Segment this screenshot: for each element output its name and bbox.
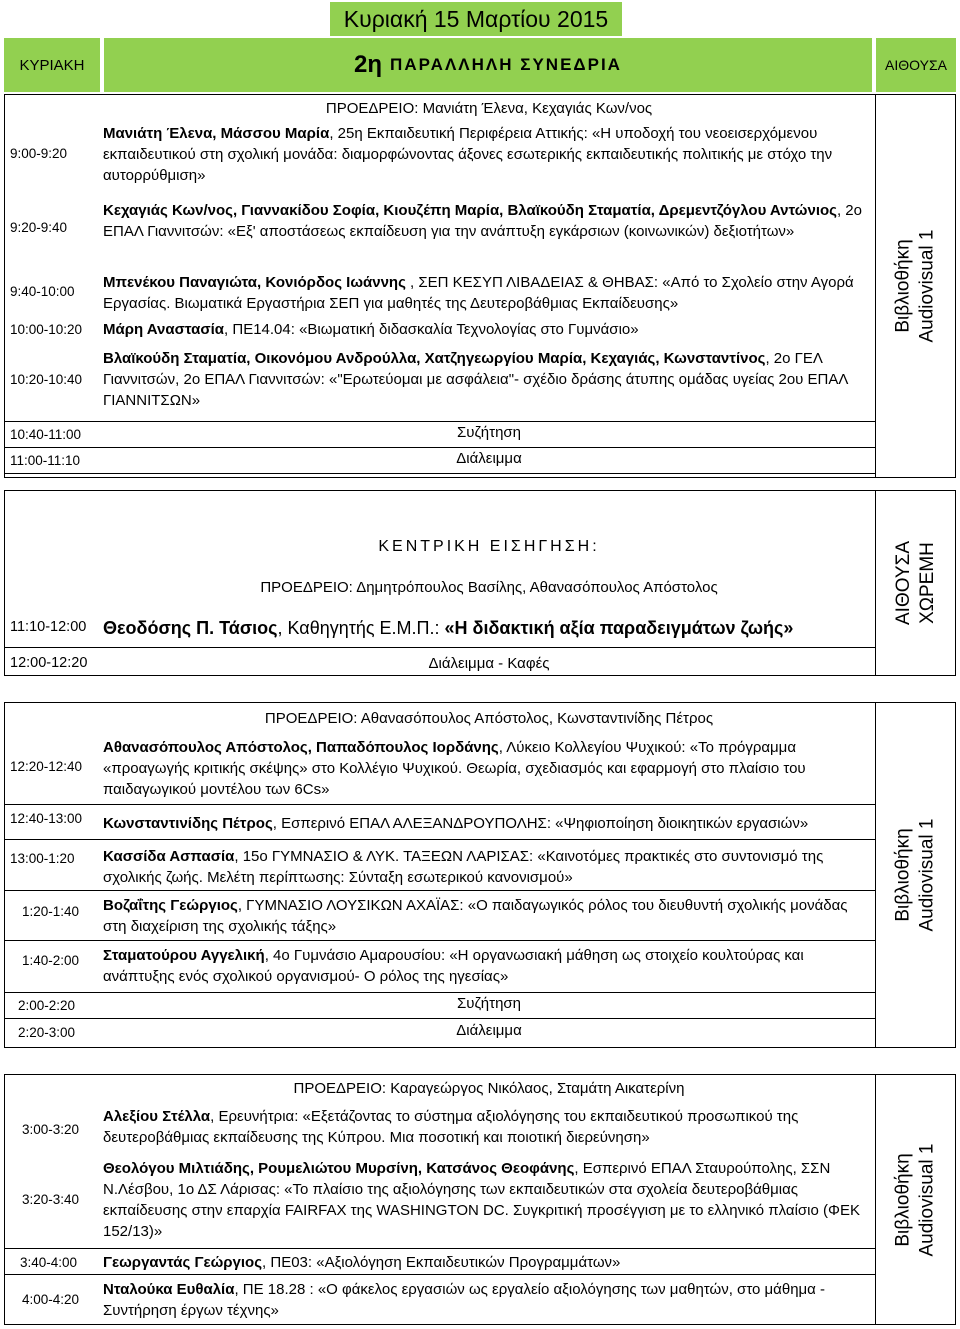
talk-entry: Αθανασόπουλος Απόστολος, Παπαδόπουλος Ιορδάνης, Λύκειο Κολλεγίου Ψυχικού: «Το πρόγραμμα «προαγωγής κριτικής σκέψης» στο Κολλέγιο Ψυχικού. Θεωρία, σχεδιασμός και εφαρμογή στο πλαίσιο του παιδαγωγικού μοντέλου των 6Cs» <box>103 739 806 798</box>
session-title: ΠΑΡΑΛΛΗΛΗ ΣΥΝΕΔΡΙΑ <box>390 55 622 74</box>
coffee-label: Διάλειμμα - Καφές <box>428 655 550 672</box>
talk-time: 4:00-4:20 <box>22 1291 80 1307</box>
talk-entry: Βοζαΐτης Γεώργιος, ΓΥΜΝΑΣΙΟ ΛΟΥΣΙΚΩΝ ΑΧΑΪΑΣ: «Ο παιδαγωγικός ρόλος του διευθυντή σχολικής μονάδας στη διαχείριση της σχολικής τάξης» <box>103 897 848 935</box>
session-2-chairs: ΠΡΟΕΔΡΕΙΟ: Μανιάτη Έλενα, Κεχαγιάς Κων/νος <box>325 100 653 117</box>
talk-time: 1:20-1:40 <box>22 903 80 919</box>
talk-time: 13:00-1:20 <box>10 850 75 866</box>
day-header <box>4 38 100 92</box>
talk-entry: Σταματούρου Αγγελική, 4ο Γυμνάσιο Αμαρουσίου: «Η οργανωσιακή μάθηση ως στοιχείο κουλτούρας και ανάπτυξης ενός σχολικού οργανισμού- Ο ρόλος της ηγεσίας» <box>103 947 804 985</box>
session-4-room: Βιβλιοθήκη Audiovisual 1 <box>893 1142 938 1257</box>
talk-time: 12:40-13:00 <box>10 810 83 826</box>
discussion-label: Συζήτηση <box>456 995 522 1012</box>
keynote-title: ΚΕΝΤΡΙΚΗ ΕΙΣΗΓΗΣΗ: <box>378 538 600 555</box>
session-2-room: Βιβλιοθήκη Audiovisual 1 <box>893 229 938 343</box>
talk-entry: Νταλούκα Ευθαλία, ΠΕ 18.28 : «Ο φάκελος εργασιών ως εργαλείο αξιολόγησης των μαθητών, στο μάθημα - Συντήρηση έργων τέχνης» <box>103 1281 826 1319</box>
talk-entry: Μάρη Αναστασία, ΠΕ14.04: «Βιωματική διδασκαλία Τεχνολογίας στο Γυμνάσιο» <box>103 321 639 338</box>
page-title: Κυριακή 15 Μαρτίου 2015 <box>343 5 609 32</box>
keynote-time: 11:10-12:00 <box>10 619 87 635</box>
talk-time: 9:00-9:20 <box>10 146 68 161</box>
discussion-time: 10:40-11:00 <box>10 426 82 442</box>
keynote-chairs: ΠΡΟΕΔΡΕΙΟ: Δημητρόπουλος Βασίλης, Αθανασόπουλος Απόστολος <box>260 579 718 596</box>
talk-entry: Κεχαγιάς Κων/νος, Γιαννακίδου Σοφία, Κιουζέπη Μαρία, Βλαϊκούδη Σταματία, Δρεμεντζόγλου Αντώνιος, 2ο ΕΠΑΛ Γιαννιτσών: «Εξ' αποστάσεως εκπαίδευση για την ανάπτυξη εγκάρσιων (κοινωνικών) δεξιοτήτων» <box>103 202 862 240</box>
talk-entry: Γεωργαντάς Γεώργιος, ΠΕ03: «Αξιολόγηση Εκπαιδευτικών Προγραμμάτων» <box>103 1254 621 1271</box>
date-header <box>330 2 622 36</box>
talk-time: 10:20-10:40 <box>10 372 83 387</box>
break-label: Διάλειμμα <box>456 450 522 467</box>
talk-time: 9:20-9:40 <box>10 220 68 235</box>
talk-time: 1:40-2:00 <box>22 952 80 968</box>
break-time: 2:20-3:00 <box>18 1024 76 1040</box>
talk-entry: Αλεξίου Στέλλα, Ερευνήτρια: «Εξετάζοντας το σύστημα αξιολόγησης του εκπαιδευτικού προσωπικού της δευτεροβάθμιας εκπαίδευσης της Κύπρου. Μια ποσοτική και ποιοτική διερεύνηση» <box>103 1108 799 1146</box>
talk-entry: Μανιάτη Έλενα, Μάσσου Μαρία, 25η Εκπαιδευτική Περιφέρεια Αττικής: «Η υποδοχή του νεοεισερχόμενου εκπαιδευτικού στη σχολική μονάδα: διαμορφώνοντας άξονες εσωτερικής εκπαιδευτικής πολιτικής με στόχο την αυτορρύθμιση» <box>103 125 833 184</box>
talk-entry: Βλαϊκούδη Σταματία, Οικονόμου Ανδρούλλα, Χατζηγεωργίου Μαρία, Κεχαγιάς, Κωνσταντίνος, 2ο ΓΕΛ Γιαννιτσών, 2ο ΕΠΑΛ Γιαννιτσών: «"Ερωτεύομαι με ασφάλεια"- σχέδιο δράσης άτυπης ομάδας υγείας 2ου ΕΠΑΛ ΓΙΑΝΝΙΤΣΩΝ» <box>103 350 848 409</box>
talk-entry: Κωνσταντινίδης Πέτρος, Εσπερινό ΕΠΑΛ ΑΛΕΞΑΝΔΡΟΥΠΟΛΗΣ: «Ψηφιοποίηση διοικητικών εργασιών» <box>103 815 809 832</box>
break-time: 11:00-11:10 <box>10 452 81 468</box>
session-3-room: Βιβλιοθήκη Audiovisual 1 <box>893 818 938 932</box>
room-header <box>876 38 956 92</box>
session-number: 2η <box>354 51 383 78</box>
day-label: ΚΥΡΙΑΚΗ <box>19 56 85 74</box>
talk-entry: Μπενέκου Παναγιώτα, Κονιόρδος Ιωάννης , ΣΕΠ ΚΕΣΥΠ ΛΙΒΑΔΕΙΑΣ & ΘΗΒΑΣ: «Από το Σχολείο στην Αγορά Εργασίας. Βιωματικά Εργαστήρια ΣΕΠ για μαθητές της Δευτεροβάθμιας Εκπαίδευσης» <box>103 274 854 312</box>
discussion-time: 2:00-2:20 <box>18 997 76 1013</box>
room-label: ΑΙΘΟΥΣΑ <box>885 57 947 73</box>
talk-time: 3:20-3:40 <box>22 1191 80 1207</box>
keynote-room: ΑΙΘΟΥΣΑ ΧΩΡΕΜΗ <box>893 541 938 625</box>
talk-time: 3:00-3:20 <box>22 1121 80 1137</box>
talk-entry: Θεολόγου Μιλτιάδης, Ρουμελιώτου Μυρσίνη, Κατσάνος Θεοφάνης, Εσπερινό ΕΠΑΛ Σταυρούπολης, ΣΣΝ Ν.Λέσβου, 1ο ΔΣ Λάρισας: «Το πλαίσιο της αξιολόγησης των εκπαιδευτικών στα σχολεία δευτεροβάθμιας εκπαίδευσης στην επαρχία FAIRFAX της WASHINGTON DC. Συγκριτική προσέγγιση με το ελληνικό πλαίσιο (ΦΕΚ 152/13)» <box>103 1160 861 1240</box>
coffee-time: 12:00-12:20 <box>10 655 88 671</box>
talk-time: 10:00-10:20 <box>10 322 83 337</box>
discussion-label: Συζήτηση <box>456 424 522 441</box>
keynote-entry: Θεοδόσης Π. Τάσιος, Καθηγητής Ε.Μ.Π.: «Η διδακτική αξία παραδειγμάτων ζωής» <box>103 618 794 638</box>
talk-entry: Κασσίδα Ασπασία, 15ο ΓΥΜΝΑΣΙΟ & ΛΥΚ. ΤΑΞΕΩΝ ΛΑΡΙΣΑΣ: «Καινοτόμες πρακτικές στο συντονισμό της σχολικής ζωής. Μελέτη περίπτωσης: Σύνταξη εσωτερικού κανονισμού» <box>103 848 824 886</box>
talk-time: 9:40-10:00 <box>10 283 75 299</box>
talk-time: 3:40-4:00 <box>20 1254 78 1270</box>
talk-time: 12:20-12:40 <box>10 759 83 774</box>
session-4-chairs: ΠΡΟΕΔΡΕΙΟ: Καραγεώργος Νικόλαος, Σταμάτη Αικατερίνη <box>293 1080 685 1097</box>
session-3-chairs: ΠΡΟΕΔΡΕΙΟ: Αθανασόπουλος Απόστολος, Κωνσταντινίδης Πέτρος <box>264 710 714 727</box>
session-header <box>104 38 872 92</box>
break-label: Διάλειμμα <box>456 1022 522 1039</box>
